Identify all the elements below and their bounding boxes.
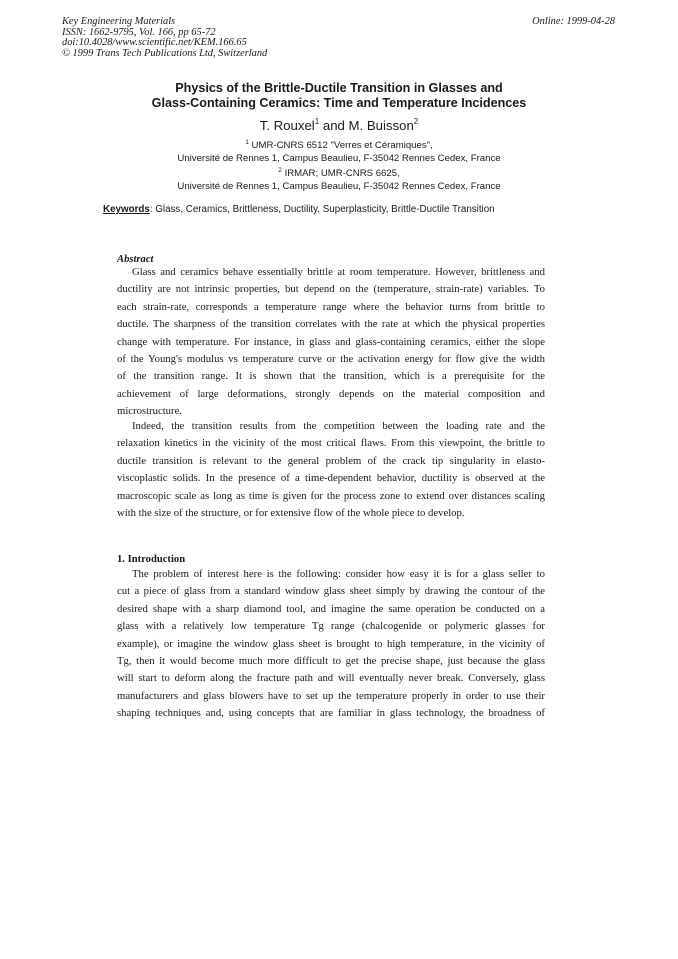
- text-line: ductile. The sharpness of the transition correlates with the rate at which the physical properties: [117, 318, 545, 331]
- copyright-line: © 1999 Trans Tech Publications Ltd, Switzerland: [62, 47, 268, 59]
- text-line: relaxation kinetics in the vicinity of the most critical flaws. From this viewpoint, the brittle to: [117, 437, 545, 450]
- affiliation-1: [0, 140, 678, 165]
- text-line: The problem of interest here is the following: consider how easy it is for a glass seller to: [132, 568, 545, 580]
- journal-header: [62, 17, 267, 59]
- text-line: shaping techniques and, using concepts that are familiar in glass technology, the broadness of: [117, 707, 545, 720]
- author-conjunction: and: [319, 118, 349, 133]
- text-line: desired shape with a sharp diamond tool, and imagine the same operation be conducted on a: [117, 602, 545, 615]
- abstract-paragraph-1: [117, 264, 545, 421]
- text-line: glass with a relatively low temperature Tg range (chalcogenide or polymeric glasses for: [117, 620, 545, 633]
- introduction-paragraph-1: [117, 566, 545, 723]
- keywords-text: : Glass, Ceramics, Brittleness, Ductility, Superplasticity, Brittle-Ductile Transition: [149, 204, 495, 215]
- affiliation-2: [0, 168, 678, 193]
- text-line: example), or imagine the window glass sheet is brought to high temperature, in the vicinity of: [117, 637, 545, 650]
- affiliation-2-mark: 2: [278, 167, 282, 174]
- text-line: Indeed, the transition results from the competition between the loading rate and the: [132, 420, 545, 432]
- text-line: macroscopic scale as long as time is given for the process zone to extend over distances scaling: [117, 489, 545, 502]
- online-date: Online: 1999-04-28: [532, 16, 615, 27]
- text-line: viscoplastic solids. In the presence of a time-dependent behavior, ductility is observed at the: [117, 472, 545, 485]
- affiliation-2-line-1: IRMAR; UMR-CNRS 6625,: [281, 168, 400, 179]
- journal-name: Key Engineering Materials: [62, 16, 176, 27]
- text-line: Glass and ceramics behave essentially brittle at room temperature. However, brittleness and: [132, 266, 545, 278]
- text-line: with the size of the structure, or for extensive flow of the whole piece to develop.: [117, 506, 465, 519]
- abstract-heading: Abstract: [117, 254, 154, 265]
- text-line: ductility are not intrinsic properties, but depend on the (temperature, strain-rate) variables. To: [117, 283, 545, 296]
- text-line: cut a piece of glass from a standard window glass sheet simply by drawing the contour of the: [117, 585, 545, 598]
- text-line: of the transition range. It is shown that the transition, which is a prerequisite for the: [117, 370, 545, 383]
- affiliation-1-line-1: UMR-CNRS 6512 "Verres et Céramiques",: [248, 140, 433, 151]
- author-1: T. Rouxel: [259, 118, 315, 133]
- title-line-2: Glass-Containing Ceramics: Time and Temperature Incidences: [151, 96, 527, 110]
- affiliation-1-line-2: Université de Rennes 1, Campus Beaulieu, F-35042 Rennes Cedex, France: [177, 152, 501, 164]
- text-line: manufacturers and glass blowers have to set up the temperature properly in order to use their: [117, 689, 545, 702]
- affiliation-2-line-2: Université de Rennes 1, Campus Beaulieu, F-35042 Rennes Cedex, France: [177, 180, 501, 192]
- doi-line: doi:10.4028/www.scientific.net/KEM.166.65: [62, 37, 247, 49]
- text-line: change with temperature. For instance, in glass and glass-containing ceramics, either the slope: [117, 335, 545, 348]
- keywords-label: Keywords: [103, 204, 150, 215]
- author-2: M. Buisson: [348, 118, 414, 133]
- introduction-heading: 1. Introduction: [117, 554, 186, 565]
- affiliation-1-mark: 1: [245, 139, 249, 146]
- keywords-line: [103, 204, 495, 216]
- text-line: Tg, then it would become much more difficult to get the precise shape, just because the glass: [117, 654, 545, 667]
- text-line: ductile transition is relevant to the general problem of the crack tip singularity in elasto-: [117, 454, 545, 467]
- author-2-affil-mark: 2: [413, 117, 419, 126]
- author-line: [0, 118, 678, 134]
- issn-line: ISSN: 1662-9795, Vol. 166, pp 65-72: [62, 26, 216, 38]
- text-line: achievement of large deformations, strongly depends on the material composition and: [117, 387, 545, 400]
- author-1-affil-mark: 1: [314, 117, 320, 126]
- text-line: microstructure.: [117, 405, 182, 418]
- abstract-paragraph-2: [117, 418, 545, 522]
- paper-title: [0, 81, 678, 111]
- text-line: will start to deform along the fracture path and will eventually never break. Conversely, glass: [117, 672, 545, 685]
- text-line: each strain-rate, corresponds a temperature range where the behavior turns from brittle to: [117, 300, 545, 313]
- title-line-1: Physics of the Brittle-Ductile Transition in Glasses and: [175, 81, 503, 95]
- text-line: of the Young's modulus vs temperature curve or the activation energy for flow give the width: [117, 352, 545, 365]
